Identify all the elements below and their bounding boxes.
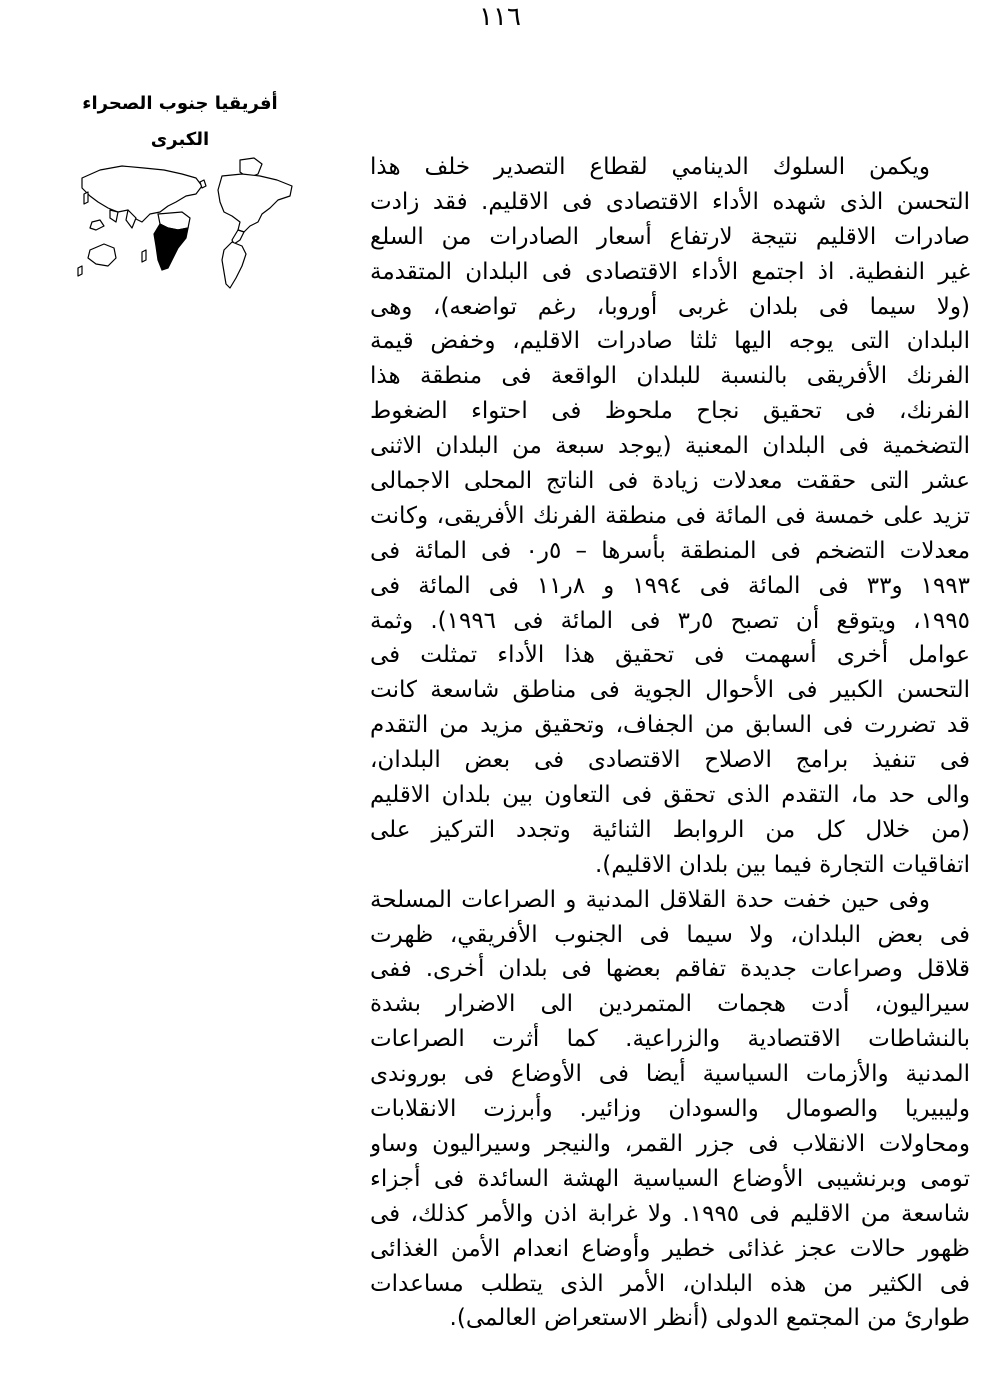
text-line: (ولا سيما فى بلدان غربى أوروبا، رغم تواضعه)، وهى (370, 293, 970, 320)
text-line: والى حد ما، التقدم الذى تحقق فى التعاون بين بلدان الاقليم (370, 782, 970, 809)
text-line: فى تنفيذ برامج الاصلاح الاقتصادى فى بعض البلدان، (370, 747, 970, 774)
text-line: ومحاولات الانقلاب فى جزر القمر، والنيجر وسيراليون وساو (370, 1130, 970, 1157)
page-number: ١١٦ (479, 2, 521, 32)
text-line: قلاقل وصراعات جديدة تفاقم بعضها فى بلدان أخرى. ففى (370, 956, 970, 983)
sidebar-title-line-2: الكبرى (150, 129, 210, 150)
paragraph-2 (370, 883, 970, 1337)
text-line: شاسعة من الاقليم فى ١٩٩٥. ولا غرابة اذن والأمر كذلك، فى (370, 1200, 970, 1227)
text-line: عوامل أخرى أسهمت فى تحقيق هذا الأداء تمثلت فى (370, 642, 970, 669)
text-line: وليبيريا والصومال والسودان وزائير. وأبرزت الانقلابات (370, 1096, 970, 1123)
text-line: التحسن الذى شهده الأداء الاقتصادى فى الاقليم. فقد زادت (370, 188, 970, 215)
text-line: البلدان التى يوجه اليها ثلثا صادرات الاقليم، وخفض قيمة (370, 328, 970, 355)
text-line: قد تضررت فى السابق من الجفاف، وتحقيق مزيد من التقدم (370, 712, 970, 739)
text-line: (من خلال كل من الروابط الثنائية وتجدد التركيز على (370, 816, 970, 843)
text-line: ويكمن السلوك الدينامي لقطاع التصدير خلف هذا (370, 154, 930, 180)
text-line: ١٩٩٣ و٣٣ فى المائة فى ١٩٩٤ و ٨ر١١ فى المائة فى (370, 572, 970, 599)
text-line: اتفاقيات التجارة فيما بين بلدان الاقليم). (594, 851, 970, 878)
text-line: تزيد على خمسة فى المائة فى منطقة الفرنك الأفريقى، وكانت (370, 502, 970, 529)
text-line: بالنشاطات الاقتصادية والزراعية. كما أثرت الصراعات (370, 1026, 970, 1053)
text-line: سيراليون، أدت هجمات المتمردين الى الاضرار بشدة (370, 991, 970, 1018)
text-line: الفرنك، فى تحقيق نجاح ملحوظ فى احتواء الضغوط (370, 398, 970, 425)
text-line: الفرنك الأفريقى بالنسبة للبلدان الواقعة فى منطقة هذا (370, 363, 970, 390)
article-body (370, 150, 970, 1336)
text-line: التضخمية فى البلدان المعنية (يوجد سبعة من البلدان الاثنى (370, 433, 970, 460)
sidebar-heading (60, 86, 300, 158)
text-line: التحسن الكبير فى الأحوال الجوية فى مناطق شاسعة كانت (370, 677, 970, 704)
paragraph-1 (370, 150, 970, 883)
text-line: صادرات الاقليم نتيجة لارتفاع أسعار الصادرات من السلع (370, 223, 970, 250)
text-line: طوارئ من المجتمع الدولى (أنظر الاستعراض العالمى). (449, 1305, 970, 1332)
world-map-africa-highlighted-icon (72, 156, 297, 296)
text-line: تومى وبرنشيبى الأوضاع السياسية الهشة السائدة فى أجزاء (370, 1165, 970, 1192)
text-line: فى بعض البلدان، ولا سيما فى الجنوب الأفريقي، ظهرت (370, 921, 970, 948)
text-line: غير النفطية. اذ اجتمع الأداء الاقتصادى فى البلدان المتقدمة (370, 258, 970, 285)
text-line: فى الكثير من هذه البلدان، الأمر الذى يتطلب مساعدات (370, 1270, 970, 1297)
text-line: وفى حين خفت حدة القلاقل المدنية و الصراعات المسلحة (370, 886, 930, 913)
text-line: معدلات التضخم فى المنطقة بأسرها – ٥ر٠ فى المائة فى (370, 537, 970, 564)
text-line: المدنية والأزمات السياسية أيضا فى الأوضاع فى بوروندى (370, 1061, 970, 1088)
text-line: عشر التى حققت معدلات زيادة فى الناتج المحلى الاجمالى (370, 468, 970, 495)
sidebar-title-line-1: أفريقيا جنوب الصحراء (82, 93, 278, 114)
text-line: ١٩٩٥، ويتوقع أن تصبح ٥ر٣ فى المائة فى ١٩٩٦). وثمة (370, 607, 970, 634)
text-line: ظهور حالات عجز غذائى خطير وأوضاع انعدام الأمن الغذائى (370, 1235, 970, 1262)
